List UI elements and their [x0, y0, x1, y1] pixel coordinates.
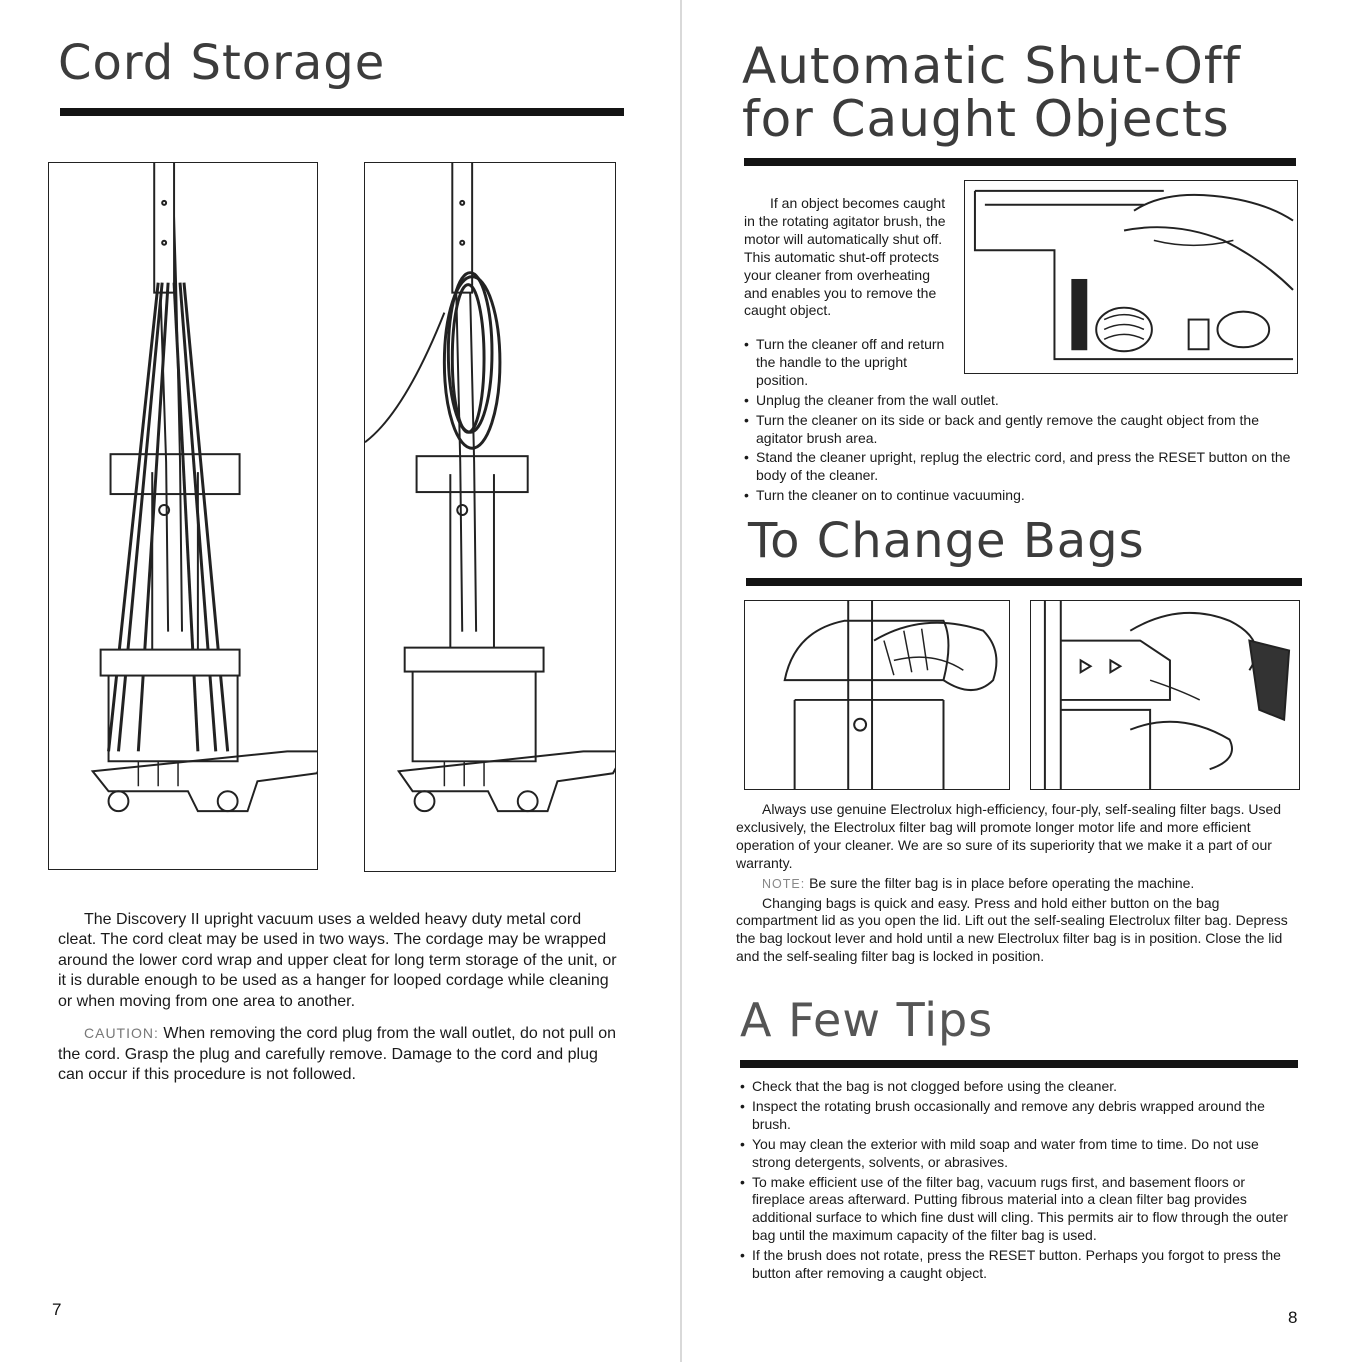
- caution-label: CAUTION:: [84, 1025, 159, 1042]
- vacuum-cord-looped-illustration: [364, 162, 616, 872]
- vacuum-cord-wrapped-illustration: [48, 162, 318, 870]
- cord-storage-rule: [60, 108, 624, 116]
- tip-item: • To make efficient use of the filter bag, vacuum rugs first, and basement floors or fireplace areas afterward. Putting fibrous material into a clean filter bag provides additional surface to which fine dust will cling. This permits air to flow through the outer bag until the maximum capacity of the filter bag is used.: [740, 1174, 1296, 1246]
- bags-paragraph-1: Always use genuine Electrolux high-efficiency, four-ply, self-sealing filter bags. Used exclusively, the Electrolux filter bag will promote longer motor life and more efficient operation of your cleaner. We are so sure of its superiority that we make it a part of our warranty.: [736, 801, 1282, 871]
- caution-text: When removing the cord plug from the wall outlet, do not pull on the cord. Grasp the plug and carefully remove. Damage to the cord and plug can occur if this procedure is not followed.: [58, 1025, 617, 1084]
- right-page: [686, 0, 1372, 1362]
- tip-item: • Inspect the rotating brush occasionally and remove any debris wrapped around the brush.: [740, 1098, 1296, 1134]
- shutoff-rule: [744, 158, 1296, 166]
- shutoff-intro-text: [744, 195, 956, 320]
- tip-item: • If the brush does not rotate, press the RESET button. Perhaps you forgot to press the button after removing a caught object.: [740, 1247, 1296, 1283]
- cord-storage-heading: Cord Storage: [58, 35, 386, 91]
- cord-storage-paragraph: The Discovery II upright vacuum uses a welded heavy duty metal cord cleat. The cord cleat may be used in two ways. The cordage may be wrapped around the lower cord wrap and upper cleat for long term storage of the unit, or it is durable enough to be used as a hanger for looped cordage while cleaning or when moving from one area to another.: [58, 911, 617, 1010]
- open-lid-illustration: [744, 600, 1010, 790]
- bags-note: [736, 875, 1298, 893]
- shutoff-heading-line1: Automatic Shut-Off: [742, 37, 1242, 95]
- left-page: [0, 0, 680, 1362]
- tips-list: [740, 1078, 1296, 1283]
- shutoff-step: • Stand the cleaner upright, replug the electric cord, and press the RESET button on the body of the cleaner.: [744, 449, 1304, 485]
- shutoff-steps-list: [744, 336, 1304, 505]
- bags-paragraph-2: Changing bags is quick and easy. Press and hold either button on the bag compartment lid as you open the lid. Lift out the self-sealing Electrolux filter bag. Depress the bag lockout lever and hold until a new Electrolux filter bag is in position. Close the lid and the self-sealing filter bag is locked in position.: [736, 894, 1288, 965]
- shutoff-step: • Unplug the cleaner from the wall outlet.: [744, 392, 1304, 410]
- change-bags-text: [736, 801, 1298, 972]
- lift-bag-illustration: [1030, 600, 1300, 790]
- change-bags-heading: To Change Bags: [748, 513, 1145, 569]
- page-number-left: 7: [52, 1300, 62, 1319]
- tips-rule: [740, 1060, 1298, 1068]
- caution-paragraph: [58, 1024, 618, 1085]
- change-bags-rule: [746, 578, 1302, 586]
- shutoff-step: • Turn the cleaner on its side or back and gently remove the caught object from the agitator brush area.: [744, 412, 1304, 448]
- note-label: NOTE:: [762, 876, 806, 891]
- note-text: Be sure the filter bag is in place before operating the machine.: [805, 874, 1195, 891]
- shutoff-step: • Turn the cleaner on to continue vacuuming.: [744, 487, 1304, 505]
- shutoff-step: • Turn the cleaner off and return the handle to the upright position.: [744, 336, 956, 390]
- shutoff-intro: If an object becomes caught in the rotating agitator brush, the motor will automatically shut off. This automatic shut-off protects your cleaner from overheating and enables you to remove the caught object.: [744, 195, 946, 319]
- shutoff-steps-wrapper: [744, 336, 1304, 507]
- page-number-right: 8: [1288, 1308, 1298, 1327]
- tips-heading: A Few Tips: [740, 993, 994, 1047]
- cord-storage-text: [58, 910, 618, 1092]
- shutoff-heading: [742, 37, 1242, 148]
- tips-wrapper: [740, 1078, 1296, 1285]
- tip-item: • Check that the bag is not clogged before using the cleaner.: [740, 1078, 1296, 1096]
- tip-item: • You may clean the exterior with mild soap and water from time to time. Do not use strong detergents, solvents, or abrasives.: [740, 1136, 1296, 1172]
- shutoff-heading-line2: for Caught Objects: [742, 89, 1230, 148]
- page-spine: [680, 0, 682, 1362]
